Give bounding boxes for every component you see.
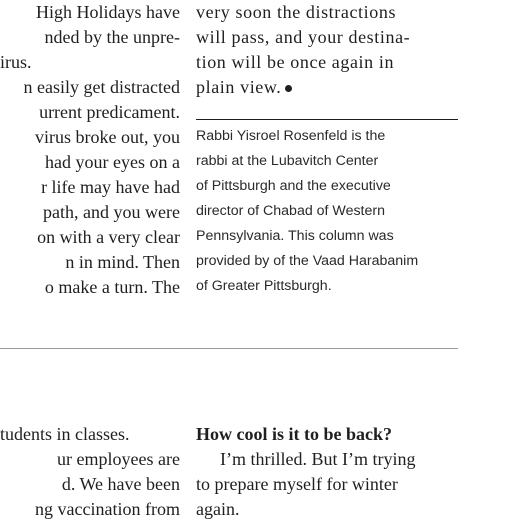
article-left-column	[0, 0, 180, 300]
text-line: urrent predicament.	[39, 102, 180, 122]
text-line: irus.	[0, 52, 32, 72]
text-line: will pass, and your destina-	[196, 27, 411, 47]
text-line: virus broke out, you	[35, 127, 180, 147]
bio-divider	[196, 119, 458, 120]
end-bullet-icon	[285, 85, 292, 92]
text-line: n in mind. Then	[65, 252, 180, 272]
interview-answer-line: I’m thrilled. But I’m trying	[220, 449, 416, 469]
bio-line: Pennsylvania. This column was	[196, 228, 394, 244]
text-line-final	[196, 75, 458, 100]
article-right-column	[196, 0, 458, 100]
bio-line: of Greater Pittsburgh.	[196, 278, 332, 294]
interview-question: How cool is it to be back?	[196, 424, 392, 444]
bio-line: rabbi at the Lubavitch Center	[196, 153, 379, 169]
text-line: n easily get distracted	[23, 77, 180, 97]
text-line: nded by the unpre-	[44, 27, 180, 47]
author-bio	[196, 124, 458, 299]
text-line: path, and you were	[43, 202, 180, 222]
text-line: o make a turn. The	[44, 277, 180, 297]
bio-line: of Pittsburgh and the executive	[196, 178, 391, 194]
bio-line: director of Chabad of Western	[196, 203, 386, 219]
text-line: plain view.	[196, 77, 282, 97]
bio-line: provided by of the Vaad Harabanim	[196, 253, 419, 269]
text-line: d. We have been	[61, 474, 180, 494]
text-line: tudents in classes.	[0, 424, 130, 444]
lower-left-column	[0, 422, 180, 522]
text-line: very soon the distractions	[196, 2, 397, 22]
interview-answer-line: again.	[196, 499, 240, 519]
text-line: had your eyes on a	[45, 152, 180, 172]
text-line: ng vaccination from	[35, 499, 180, 519]
section-divider	[0, 348, 458, 349]
lower-right-column	[196, 422, 458, 522]
text-line: ur employees are	[57, 449, 180, 469]
text-line: r life may have had	[41, 177, 180, 197]
bio-line: Rabbi Yisroel Rosenfeld is the	[196, 128, 386, 144]
text-line: High Holidays have	[36, 2, 180, 22]
text-line: tion will be once again in	[196, 52, 395, 72]
text-line: on with a very clear	[37, 227, 180, 247]
interview-answer-line: to prepare myself for winter	[196, 474, 398, 494]
